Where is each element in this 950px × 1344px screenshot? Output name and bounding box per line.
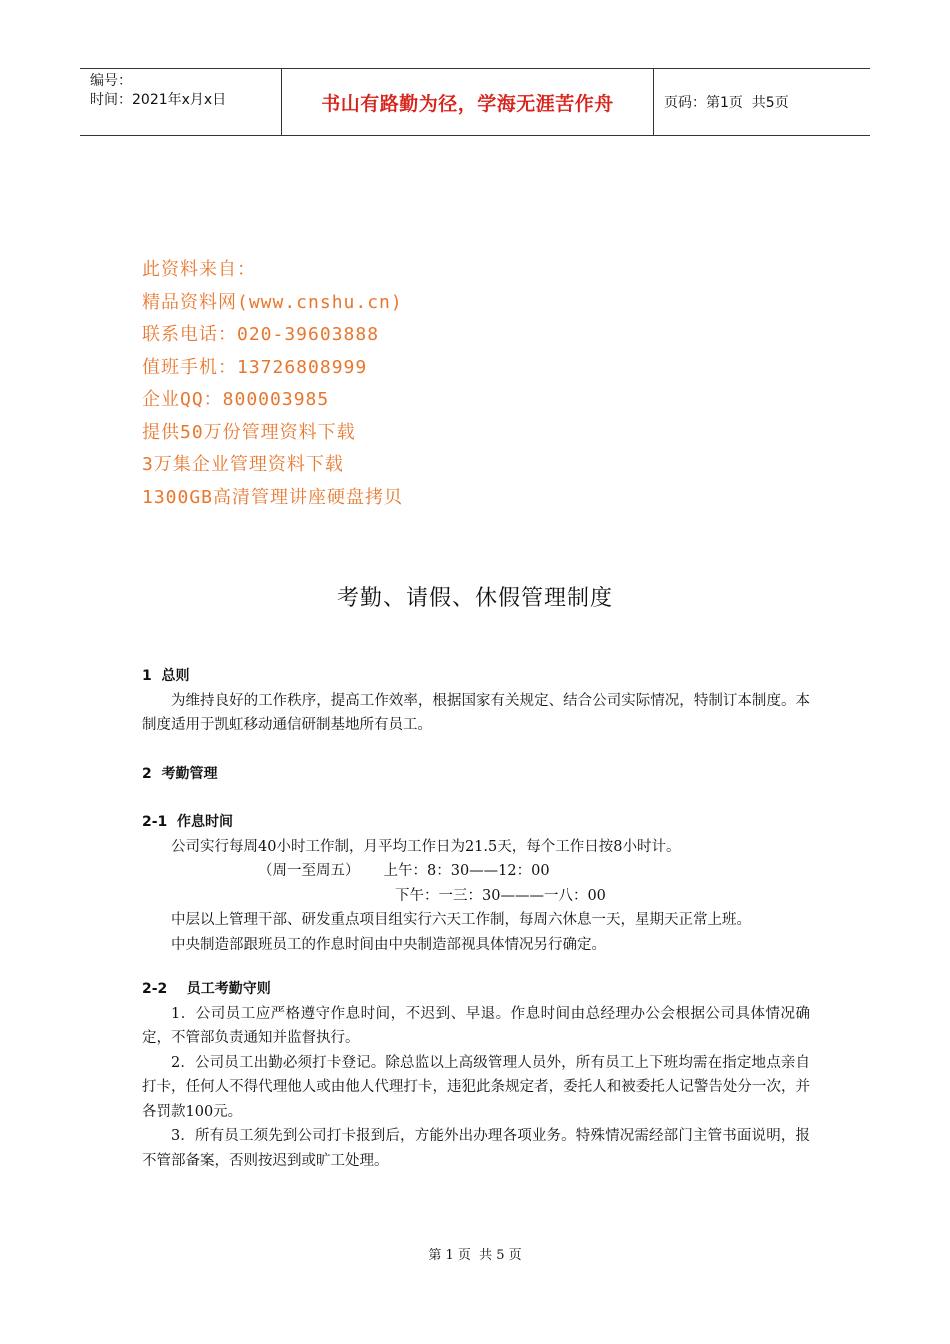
page-footer: 第 1 页 共 5 页: [428, 1248, 522, 1263]
source-website: 精品资料网(www.cnshu.cn): [142, 291, 403, 313]
paragraph: 为维持良好的工作秩序，提高工作效率，根据国家有关规定、结合公司实际情况，特制订本制度。本制度适用于凯虹移动通信研制基地所有员工。: [142, 692, 810, 733]
source-line: 3万集企业管理资料下载: [142, 454, 344, 475]
section-heading: 2 考勤管理: [142, 765, 218, 782]
rule-item: 1．公司员工应严格遵守作息时间，不迟到、早退。作息时间由总经理办公会根据公司具体情况确定，不管部负责通知并监督执行。: [142, 1005, 810, 1046]
schedule-afternoon: 下午：一三：30———一八：00: [395, 887, 606, 904]
source-line: 此资料来自：: [142, 259, 256, 280]
paragraph: 公司实行每周40小时工作制，月平均工作日为21.5天，每个工作日按8小时计。: [171, 838, 681, 855]
document-title: 考勤、请假、休假管理制度: [336, 586, 613, 611]
document-date: 时间：2021年x月x日: [90, 92, 227, 108]
paragraph: 中央制造部跟班员工的作息时间由中央制造部视具体情况另行确定。: [171, 936, 606, 953]
source-line: 提供50万份管理资料下载: [142, 421, 356, 443]
schedule-days: （周一至周五）: [258, 863, 360, 879]
subsection-heading: 2-2 员工考勤守则: [142, 981, 271, 997]
source-info-block: [142, 254, 403, 514]
schedule-line: [142, 884, 810, 909]
source-phone: 联系电话：020-39603888: [142, 324, 380, 345]
source-qq: 企业QQ：800003985: [142, 389, 330, 410]
header-table: [80, 68, 870, 136]
header-motto: 书山有路勤为径，学海无涯苦作舟: [282, 69, 654, 135]
source-mobile: 值班手机：13726808999: [142, 356, 368, 378]
rule-item: 3．所有员工须先到公司打卡报到后，方能外出办理各项业务。特殊情况需经部门主管书面说明，报不管部备案，否则按迟到或旷工处理。: [142, 1128, 810, 1169]
document-body: [142, 664, 810, 1173]
paragraph: 中层以上管理干部、研发重点项目组实行六天工作制，每周六休息一天，星期天正常上班。: [171, 912, 751, 928]
source-line: 1300GB高清管理讲座硬盘拷贝: [142, 486, 404, 508]
document-number-label: 编号：: [90, 73, 132, 89]
schedule-line: [142, 859, 810, 884]
header-page-code: 页码：第1页 共5页: [664, 95, 789, 111]
rule-item: 2．公司员工出勤必须打卡登记。除总监以上高级管理人员外，所有员工上下班均需在指定地点亲自打卡，任何人不得代理他人或由他人代理打卡，违犯此条规定者，委托人和被委托人记警告处分一次，并各罚款100元。: [142, 1054, 810, 1120]
schedule-morning: 上午：8：30——12：00: [383, 863, 550, 879]
subsection-heading: 2-1 作息时间: [142, 814, 234, 830]
header-meta-cell: [80, 69, 282, 135]
section-heading: 1 总则: [142, 668, 190, 684]
